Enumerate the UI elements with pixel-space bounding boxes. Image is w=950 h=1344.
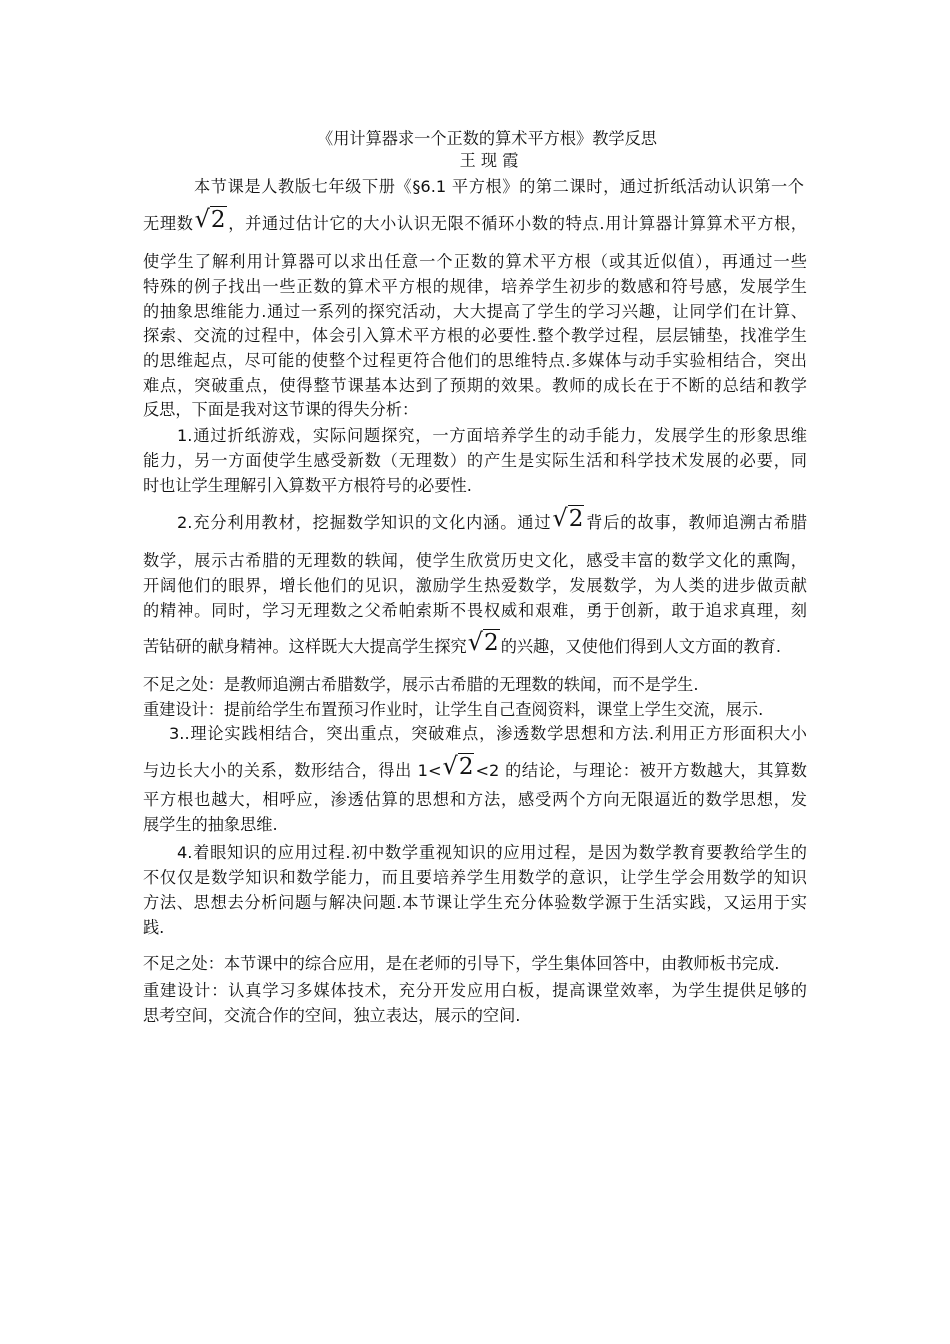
text-run: 苦钻研的献身精神。这样既大大提高学生探究: [143, 637, 467, 656]
paragraph-line: 数学，展示古希腊的无理数的轶闻，使学生欣赏历史文化，感受丰富的数学文化的熏陶，: [143, 551, 807, 570]
paragraph-line: 开阔他们的眼界，增长他们的见识，激励学生热爱数学，发展数学，为人类的进步做贡献: [143, 576, 807, 595]
paragraph-line: 特殊的例子找出一些正数的算术平方根的规律，培养学生初步的数感和符号感，发展学生: [143, 277, 807, 296]
paragraph-line: [177, 504, 807, 534]
paragraph-line: 3..理论实践相结合，突出重点，突破难点，渗透数学思想和方法.利用正方形面积大小: [169, 724, 807, 743]
paragraph-line: 不仅仅是数学知识和数学能力，而且要培养学生用数学的意识，让学生学会用数学的知识: [143, 868, 807, 887]
paragraph-line: 不足之处：是教师追溯古希腊数学，展示古希腊的无理数的轶闻，而不是学生.: [143, 675, 699, 694]
page-title: 《用计算器求一个正数的算术平方根》教学反思: [317, 129, 657, 148]
paragraph-line: 践.: [143, 918, 165, 937]
paragraph-line: 4.着眼知识的应用过程.初中数学重视知识的应用过程，是因为数学教育要教给学生的: [177, 843, 807, 862]
paragraph-line: 方法、思想去分析问题与解决问题.本节课让学生充分体验数学源于生活实践，又运用于实: [143, 893, 807, 912]
paragraph-line: 平方根也越大，相呼应，渗透估算的思想和方法，感受两个方向无限逼近的数学思想，发: [143, 790, 807, 809]
radicand: 2: [458, 754, 474, 780]
text-run: 2.充分利用教材，挖掘数学知识的文化内涵。通过: [177, 513, 552, 532]
paragraph-line: [143, 752, 807, 782]
paragraph-line: 难点，突破重点，使得整节课基本达到了预期的效果。教师的成长在于不断的总结和教学: [143, 376, 807, 395]
paragraph-line: 的思维起点，尽可能的使整个过程更符合他们的思维特点.多媒体与动手实验相结合，突出: [143, 351, 807, 370]
paragraph-line: 本节课是人教版七年级下册《§6.1 平方根》的第二课时，通过折纸活动认识第一个: [194, 177, 804, 196]
text-run: <2 的结论，与理论：被开方数越大，其算数: [475, 761, 807, 780]
radicand: 2: [568, 506, 584, 532]
radical-sign: √: [194, 205, 210, 233]
sqrt-2-formula: [442, 752, 476, 780]
paragraph-line: 的抽象思维能力.通过一系列的探究活动，大大提高了学生的学习兴趣，让同学们在计算、: [143, 302, 807, 321]
text-run: 与边长大小的关系，数形结合，得出 1<: [143, 761, 442, 780]
radicand: 2: [484, 630, 499, 656]
paragraph-line: 1.通过折纸游戏，实际问题探究，一方面培养学生的动手能力，发展学生的形象思维: [177, 426, 807, 445]
text-run: 的兴趣，又使他们得到人文方面的教育.: [500, 637, 782, 656]
paragraph-line: 重建设计：提前给学生布置预习作业时，让学生自己查阅资料，课堂上学生交流，展示.: [143, 700, 764, 719]
paragraph-line: [143, 205, 807, 235]
paragraph-line: 探索、交流的过程中，体会引入算术平方根的必要性.整个教学过程，层层铺垫，找准学生: [143, 326, 807, 345]
author-name: 王 现 霞: [459, 151, 519, 170]
radicand: 2: [210, 207, 226, 233]
sqrt-2-formula: [551, 504, 585, 532]
paragraph-line: 能力，另一方面使学生感受新数（无理数）的产生是实际生活和科学技术发展的必要，同: [143, 451, 807, 470]
sqrt-2-formula: [194, 205, 228, 233]
sqrt-2-formula: [467, 628, 501, 656]
paragraph-line: 反思，下面是我对这节课的得失分析：: [143, 400, 419, 419]
paragraph-line: [143, 628, 807, 658]
paragraph-line: 重建设计：认真学习多媒体技术，充分开发应用白板，提高课堂效率，为学生提供足够的: [143, 981, 807, 1000]
paragraph-line: 不足之处：本节课中的综合应用，是在老师的引导下，学生集体回答中，由教师板书完成.: [143, 954, 780, 973]
paragraph-line: 展学生的抽象思维.: [143, 815, 278, 834]
radical-sign: √: [442, 752, 458, 780]
radical-sign: √: [552, 504, 568, 532]
text-run: 背后的故事，教师追溯古希腊: [585, 513, 807, 532]
paragraph-line: 思考空间，交流合作的空间，独立表达，展示的空间.: [143, 1006, 521, 1025]
paragraph-line: 使学生了解利用计算器可以求出任意一个正数的算术平方根（或其近似值），再通过一些: [143, 252, 807, 271]
text-run: ，并通过估计它的大小认识无限不循环小数的特点.用计算器计算算术平方根，: [227, 214, 807, 233]
text-run: 无理数: [143, 214, 194, 233]
paragraph-line: 时也让学生理解引入算数平方根符号的必要性.: [143, 476, 472, 495]
radical-sign: √: [467, 628, 484, 656]
paragraph-line: 的精神。同时，学习无理数之父希帕索斯不畏权威和艰难，勇于创新，敢于追求真理，刻: [143, 601, 807, 620]
